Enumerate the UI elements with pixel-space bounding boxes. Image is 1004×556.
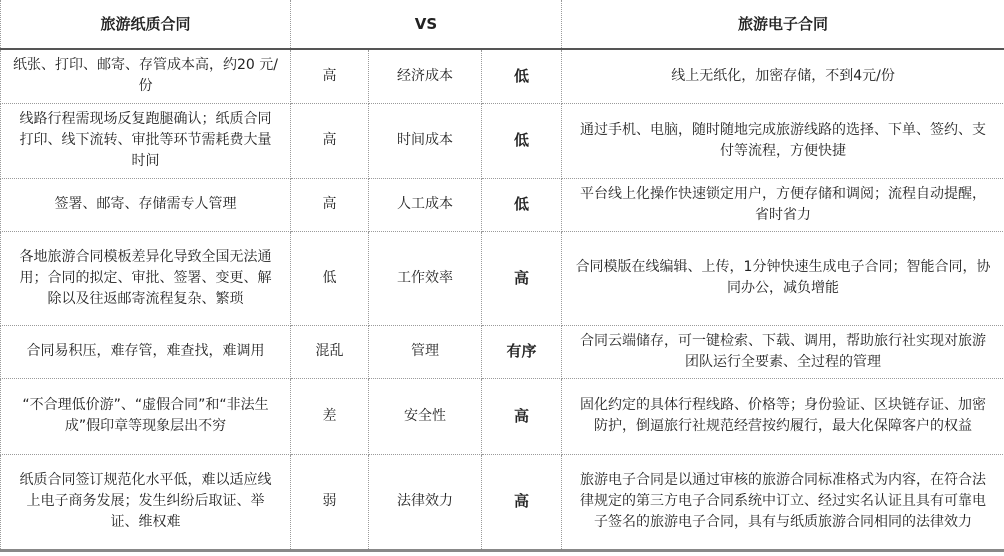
paper-level: 弱 xyxy=(291,454,369,550)
paper-description: “不合理低价游”、“虚假合同”和“非法生成”假印章等现象层出不穷 xyxy=(1,378,291,454)
electronic-description: 旅游电子合同是以通过审核的旅游合同标准格式为内容，在符合法律规定的第三方电子合同系统中订立、经过实名认证且具有可靠电子签名的旅游电子合同，具有与纸质旅游合同相同的法律效力 xyxy=(562,454,1004,550)
electronic-level: 高 xyxy=(482,378,562,454)
electronic-level: 低 xyxy=(482,178,562,231)
electronic-level: 低 xyxy=(482,49,562,103)
dimension-label: 安全性 xyxy=(369,378,482,454)
dimension-label: 工作效率 xyxy=(369,231,482,325)
electronic-description: 合同模版在线编辑、上传，1分钟快速生成电子合同；智能合同，协同办公，减负增能 xyxy=(562,231,1004,325)
electronic-description: 合同云端储存，可一键检索、下载、调用，帮助旅行社实现对旅游团队运行全要素、全过程的管理 xyxy=(562,325,1004,378)
header-vs: VS xyxy=(291,0,562,49)
paper-level: 高 xyxy=(291,103,369,178)
electronic-description: 固化约定的具体行程线路、价格等；身份验证、区块链存证、加密防护，倒逼旅行社规范经营按约履行，最大化保障客户的权益 xyxy=(562,378,1004,454)
paper-level: 低 xyxy=(291,231,369,325)
header-paper-contract: 旅游纸质合同 xyxy=(1,0,291,49)
paper-description: 线路行程需现场反复跑腿确认；纸质合同打印、线下流转、审批等环节需耗费大量时间 xyxy=(1,103,291,178)
paper-description: 纸质合同签订规范化水平低，难以适应线上电子商务发展；发生纠纷后取证、举证、维权难 xyxy=(1,454,291,550)
electronic-level: 低 xyxy=(482,103,562,178)
dimension-label: 经济成本 xyxy=(369,49,482,103)
table-row xyxy=(1,49,1004,103)
dimension-label: 管理 xyxy=(369,325,482,378)
paper-description: 纸张、打印、邮寄、存管成本高，约20 元/份 xyxy=(1,49,291,103)
paper-level: 混乱 xyxy=(291,325,369,378)
dimension-label: 法律效力 xyxy=(369,454,482,550)
electronic-level: 高 xyxy=(482,454,562,550)
table-row xyxy=(1,378,1004,454)
table-row xyxy=(1,178,1004,231)
dimension-label: 人工成本 xyxy=(369,178,482,231)
header-electronic-contract: 旅游电子合同 xyxy=(562,0,1004,49)
paper-description: 合同易积压，难存管，难查找，难调用 xyxy=(1,325,291,378)
paper-level: 高 xyxy=(291,178,369,231)
table-row xyxy=(1,325,1004,378)
paper-level: 差 xyxy=(291,378,369,454)
electronic-level: 有序 xyxy=(482,325,562,378)
paper-description: 各地旅游合同模板差异化导致全国无法通用；合同的拟定、审批、签署、变更、解除以及往返邮寄流程复杂、繁琐 xyxy=(1,231,291,325)
electronic-description: 通过手机、电脑，随时随地完成旅游线路的选择、下单、签约、支付等流程，方便快捷 xyxy=(562,103,1004,178)
electronic-description: 线上无纸化，加密存储，不到4元/份 xyxy=(562,49,1004,103)
table-header-row xyxy=(1,0,1004,49)
dimension-label: 时间成本 xyxy=(369,103,482,178)
electronic-description: 平台线上化操作快速锁定用户，方便存储和调阅；流程自动提醒，省时省力 xyxy=(562,178,1004,231)
electronic-level: 高 xyxy=(482,231,562,325)
table-row xyxy=(1,231,1004,325)
table-row xyxy=(1,103,1004,178)
paper-description: 签署、邮寄、存储需专人管理 xyxy=(1,178,291,231)
paper-level: 高 xyxy=(291,49,369,103)
table-row xyxy=(1,454,1004,550)
